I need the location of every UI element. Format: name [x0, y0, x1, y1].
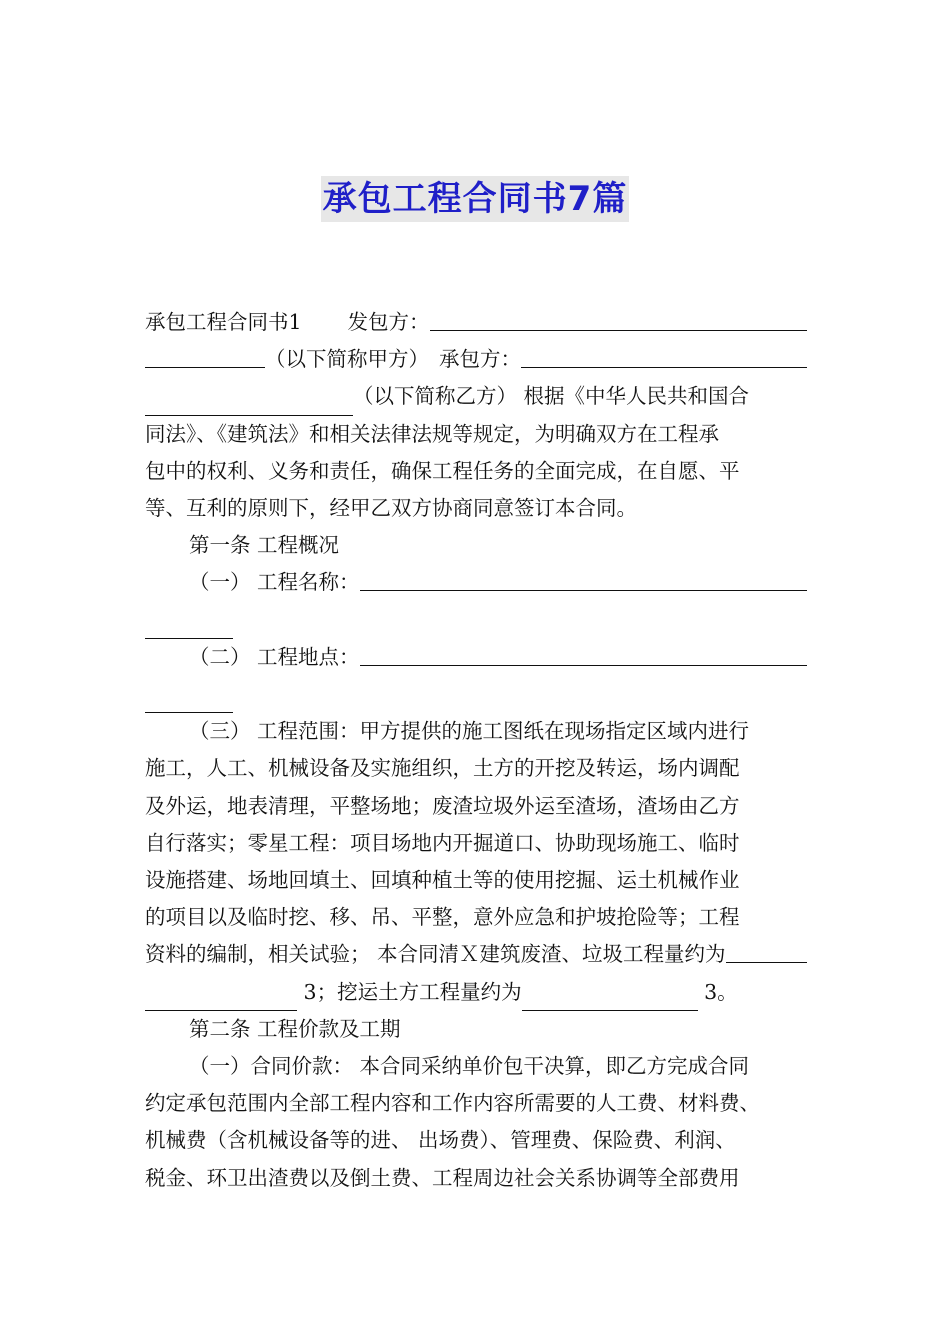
party-b-blank-cont: [145, 389, 353, 416]
scope-line: 设施搭建、场地回填土、回填种植土等的使用挖掘、运土机械作业: [145, 868, 740, 893]
article1-heading: 第一条 工程概况: [189, 533, 340, 558]
party-a-blank-cont: [145, 341, 265, 368]
party-a-line: [145, 304, 807, 341]
party-b-blank: [521, 341, 807, 368]
party-a-label: 发包方：: [347, 310, 430, 334]
document-body: [145, 304, 807, 1197]
project-site-blank-line: [145, 676, 807, 713]
party-b-line: [145, 341, 807, 378]
document-title: 承包工程合同书7篇: [321, 176, 630, 222]
intro-line: 同法》、《建筑法》和相关法律法规等规定，为明确双方在工程承: [145, 421, 719, 446]
project-name-blank-cont: [145, 612, 233, 639]
party-a-blank: [430, 304, 807, 331]
intro-line: 等、互利的原则下，经甲乙双方协商同意签订本合同。: [145, 496, 637, 521]
title-wrap: [0, 176, 950, 222]
qty-unit-1: 3；挖运土方工程量约为: [303, 979, 522, 1004]
intro-rest: 根据《中华人民共和国合: [523, 384, 750, 409]
project-name-line: [145, 564, 807, 601]
qty-unit-2: 3。: [704, 979, 738, 1004]
project-site-line: [145, 639, 807, 676]
scope-line: 的项目以及临时挖、移、吊、平整，意外应急和护坡抢险等；工程: [145, 905, 740, 930]
party-b-label: 承包方：: [439, 347, 521, 372]
intro-line-1: [145, 378, 807, 415]
project-site-blank: [360, 639, 807, 666]
waste-qty-blank-cont: [145, 984, 297, 1011]
waste-qty-blank: [726, 936, 807, 963]
project-name-blank: [360, 564, 807, 591]
project-name-label: （一） 工程名称：: [189, 570, 360, 595]
scope-line: 自行落实；零星工程：项目场地内开掘道口、协助现场施工、临时: [145, 830, 740, 855]
quantity-line: [145, 974, 807, 1011]
scope-line-7: [145, 936, 807, 973]
intro-line: 包中的权利、义务和责任，确保工程任务的全面完成，在自愿、平: [145, 458, 740, 483]
project-site-blank-cont: [145, 686, 233, 713]
scope-line: 施工，人工、机械设备及实施组织，土方的开挖及转运，场内调配: [145, 756, 740, 781]
scope-line: （三） 工程范围：甲方提供的施工图纸在现场指定区域内进行: [189, 719, 750, 744]
price-line: 税金、环卫出渣费以及倒土费、工程周边社会关系协调等全部费用: [145, 1165, 740, 1190]
price-line: （一）合同价款： 本合同采纳单价包干决算，即乙方完成合同: [189, 1054, 750, 1079]
article2-heading: 第二条 工程价款及工期: [189, 1016, 401, 1041]
earth-qty-blank: [522, 984, 698, 1011]
party-a-note: （以下简称甲方）: [265, 347, 429, 372]
scope-line-7-text: 资料的编制，相关试验； 本合同清Ｘ建筑废渣、垃圾工程量约为: [145, 942, 726, 967]
scope-line: 及外运，地表清理，平整场地；废渣垃圾外运至渣场，渣场由乙方: [145, 793, 740, 818]
price-line: 约定承包范围内全部工程内容和工作内容所需要的人工费、材料费、: [145, 1091, 760, 1116]
price-line: 机械费（含机械设备等的进、 出场费）、管理费、保险费、利润、: [145, 1128, 736, 1153]
project-name-blank-line: [145, 602, 807, 639]
contract-label: 承包工程合同书1: [145, 310, 302, 334]
project-site-label: （二） 工程地点：: [189, 644, 360, 669]
party-b-note: （以下简称乙方）: [353, 384, 517, 409]
